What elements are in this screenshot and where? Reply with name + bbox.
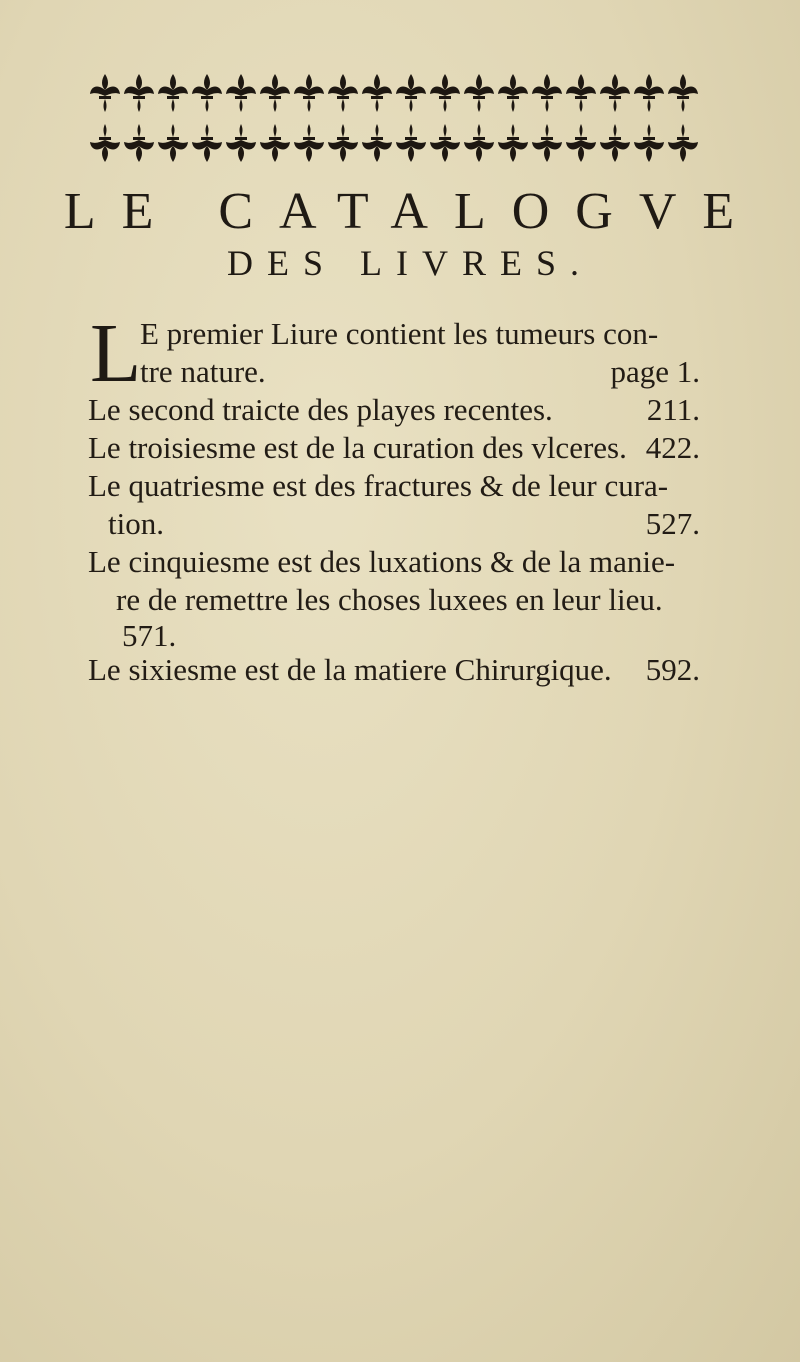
toc-page-number: 592. [645, 652, 700, 687]
toc-line-text: tion. [108, 506, 164, 541]
toc-line [88, 390, 700, 430]
toc-line [140, 314, 700, 354]
toc-line [88, 542, 700, 582]
page-title: LE CATALOGVE [63, 183, 761, 240]
toc-page-number: 527. [645, 506, 700, 541]
toc-line-text: Le cinquiesme est des luxations & de la manie- [88, 544, 676, 579]
toc-line [116, 580, 700, 620]
toc-line-text: Le quatriesme est des fractures & de leur cura- [88, 468, 669, 503]
page-subtitle: DES LIVRES. [226, 243, 593, 283]
toc-page-number: page 1. [610, 354, 700, 389]
toc-line [88, 466, 700, 506]
toc-line [108, 504, 700, 544]
toc-line [88, 650, 700, 690]
fleuron-band-icon [88, 72, 700, 164]
toc-line-text: Le second traicte des playes recentes. [88, 392, 553, 427]
toc-line-text: Le sixiesme est de la matiere Chirurgique. [88, 652, 612, 687]
toc-page-number: 211. [646, 392, 700, 427]
toc-line-text: Le troisiesme est de la curation des vlceres. [88, 430, 627, 465]
toc-line-text: tre nature. [140, 354, 266, 389]
toc-page-number: 422. [645, 430, 700, 465]
toc-line-text: 571. [122, 618, 177, 653]
toc-line [88, 428, 700, 468]
toc-line-text: E premier Liure contient les tumeurs con- [140, 316, 659, 351]
toc-line [140, 352, 700, 392]
drop-cap: L [90, 307, 142, 400]
toc-line-text: re de remettre les choses luxees en leur lieu. [116, 582, 663, 617]
